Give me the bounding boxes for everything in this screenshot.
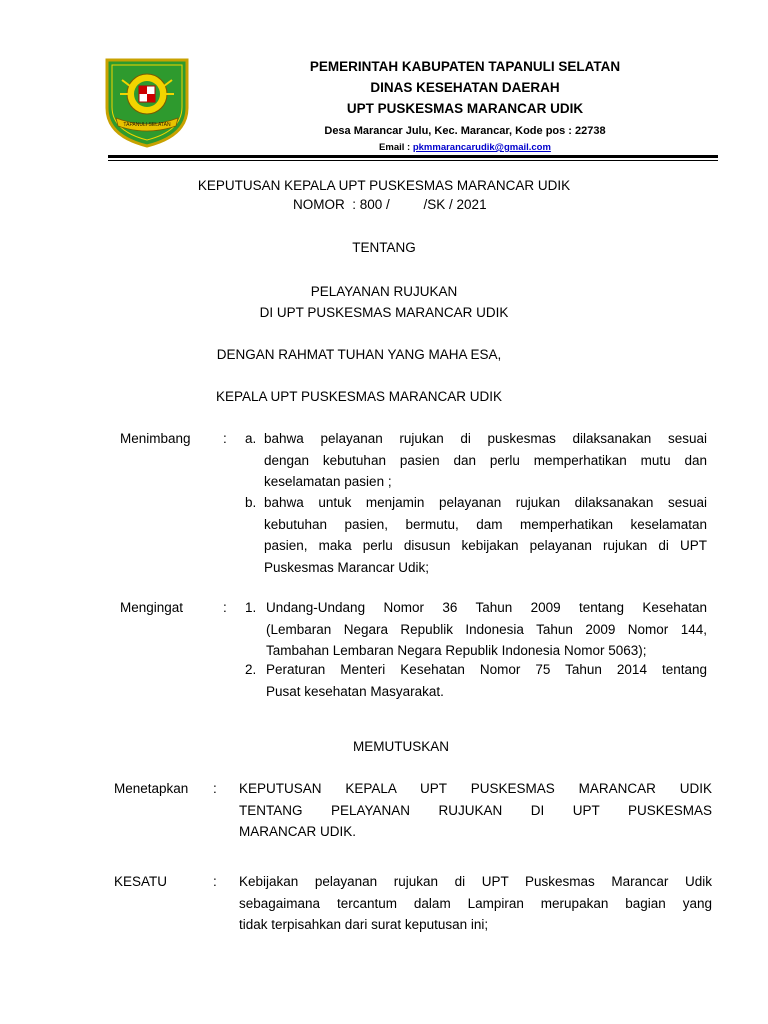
email-link[interactable]: pkmmarancarudik@gmail.com <box>412 142 551 153</box>
letterhead-unit: UPT PUSKESMAS MARANCAR UDIK <box>346 101 584 116</box>
letterhead <box>220 56 710 155</box>
menimbang-item-a-mark: a. <box>245 431 257 446</box>
menetapkan-text <box>239 778 712 843</box>
letterhead-government: PEMERINTAH KABUPATEN TAPANULI SELATAN <box>309 59 621 74</box>
text-line: bahwa untuk menjamin pelayanan rujukan dilaksanakan sesuai <box>264 495 707 510</box>
subject-line-2: DI UPT PUSKESMAS MARANCAR UDIK <box>259 305 509 320</box>
text-line: sebagaimana tercantum dalam Lampiran merupakan bagian yang <box>239 895 712 911</box>
menetapkan-label: Menetapkan <box>114 781 189 796</box>
text-line: Puskesmas Marancar Udik; <box>264 559 430 575</box>
kesatu-text <box>239 871 712 936</box>
letterhead-divider-thick <box>108 155 718 158</box>
tentang-heading: TENTANG <box>352 240 416 255</box>
text-line: kebutuhan pasien, bermutu, dam memperhatikan keselamatan <box>264 516 707 532</box>
text-line: bahwa pelayanan rujukan di puskesmas dilaksanakan sesuai <box>264 431 707 446</box>
mengingat-item-2-mark: 2. <box>245 662 257 677</box>
rahmat-line: DENGAN RAHMAT TUHAN YANG MAHA ESA, <box>216 347 502 362</box>
text-line: Peraturan Menteri Kesehatan Nomor 75 Tahun 2014 tentang <box>266 662 707 677</box>
kesatu-label: KESATU <box>114 874 168 889</box>
letterhead-department: DINAS KESEHATAN DAERAH <box>370 80 560 95</box>
subject-line-1: PELAYANAN RUJUKAN <box>310 284 458 299</box>
email-label: Email : <box>379 142 413 153</box>
menetapkan-colon: : <box>213 781 217 796</box>
regency-emblem-logo <box>104 56 190 148</box>
mengingat-colon: : <box>223 600 227 615</box>
text-line: TENTANG PELAYANAN RUJUKAN DI UPT PUSKESMAS <box>239 802 712 818</box>
text-line: tidak terpisahkan dari surat keputusan ini; <box>239 917 489 932</box>
kepala-line: KEPALA UPT PUSKESMAS MARANCAR UDIK <box>215 389 503 404</box>
letterhead-address: Desa Marancar Julu, Kec. Marancar, Kode pos : 22738 <box>324 125 606 137</box>
menimbang-item-b <box>264 492 707 578</box>
mengingat-item-1-mark: 1. <box>245 600 257 615</box>
decree-title: KEPUTUSAN KEPALA UPT PUSKESMAS MARANCAR UDIK <box>197 178 571 193</box>
logo-ribbon-text: TAPANULI SELATAN <box>123 122 171 128</box>
text-line: pasien, maka perlu disusun kebijakan pelayanan rujukan di UPT <box>264 538 707 553</box>
mengingat-label: Mengingat <box>120 600 184 615</box>
text-line: Kebijakan pelayanan rujukan di UPT Puskesmas Marancar Udik <box>239 874 712 889</box>
text-line: MARANCAR UDIK. <box>239 824 357 839</box>
mengingat-item-2 <box>266 659 707 702</box>
decree-number: NOMOR : 800 / /SK / 2021 <box>293 197 487 212</box>
text-line: Undang-Undang Nomor 36 Tahun 2009 tentang Kesehatan <box>266 600 707 615</box>
menimbang-label: Menimbang <box>120 431 191 446</box>
letterhead-email-line <box>220 141 710 155</box>
text-line: KEPUTUSAN KEPALA UPT PUSKESMAS MARANCAR UDIK <box>239 781 712 796</box>
menimbang-colon: : <box>223 431 227 446</box>
mengingat-item-1 <box>266 597 707 662</box>
memutuskan-heading: MEMUTUSKAN <box>352 739 449 754</box>
text-line: Pusat kesehatan Masyarakat. <box>266 683 444 699</box>
menimbang-item-a <box>264 428 707 493</box>
text-line: (Lembaran Negara Republik Indonesia Tahun 2009 Nomor 144, <box>266 621 707 637</box>
text-line: Tambahan Lembaran Negara Republik Indonesia Nomor 5063); <box>266 643 647 658</box>
text-line: keselamatan pasien ; <box>264 474 392 489</box>
letterhead-divider-thin <box>108 160 718 161</box>
text-line: dengan kebutuhan pasien dan perlu memperhatikan mutu dan <box>264 452 707 468</box>
menimbang-item-b-mark: b. <box>245 495 257 510</box>
kesatu-colon: : <box>213 874 217 889</box>
